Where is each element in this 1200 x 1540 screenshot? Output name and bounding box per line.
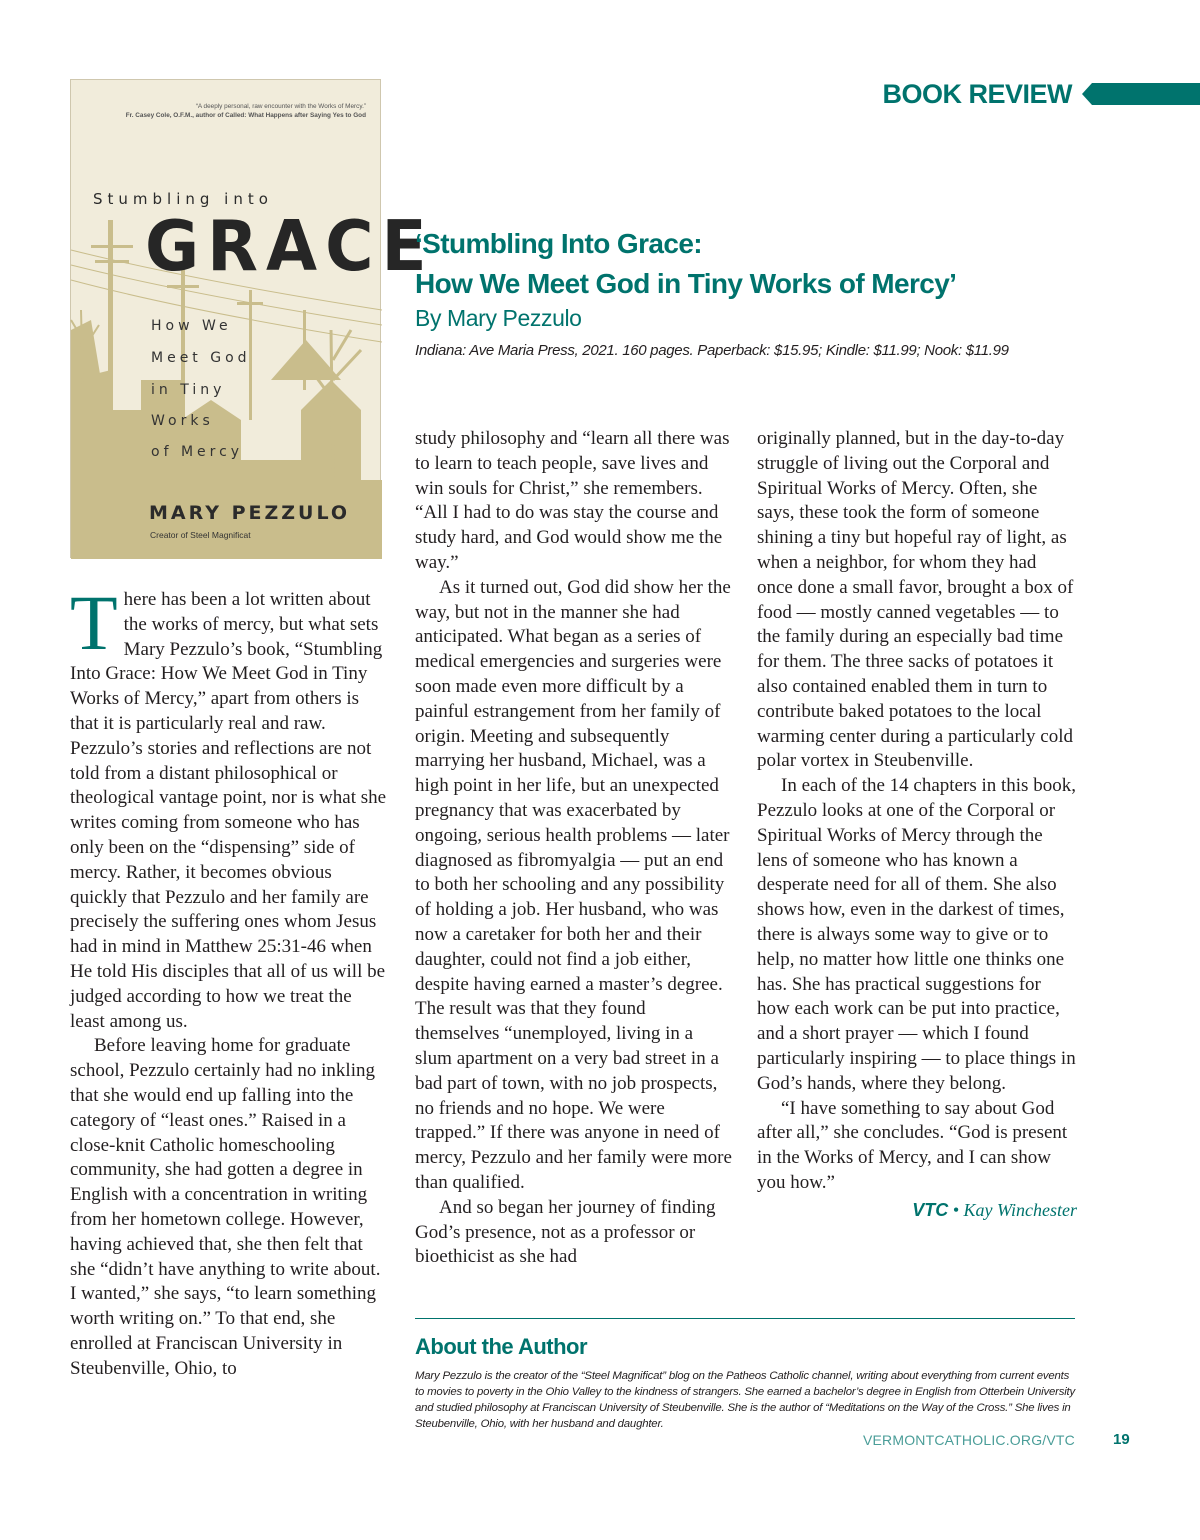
body-paragraph: Before leaving home for graduate school, Pezzulo certainly had no inkling that she would end up falling into the category of “least ones.” Raised in a close-knit Catholic homeschooling community, she had gotten a degree in English with a concentration in writing from her hometown college. However, having achieved that, she then felt that she “didn’t have anything to write about. I wanted,” she says, “to learn something worth writing on.” To that end, she enrolled at Franciscan University in Steubenville, Ohio, to xyxy=(70,1035,381,1379)
body-paragraph: In each of the 14 chapters in this book, Pezzulo looks at one of the Corporal or Spiritual Works of Mercy through the lens of someone who has known a desperate need for all of them. She also shows how, even in the darkest of times, there is always some way to give or to help, no matter how little one thinks one has. She has practical suggestions for how each work can be put into practice, and a short prayer — which I found particularly inspiring — to place things in God’s hands, where they belong. xyxy=(757,775,1076,1094)
paragraph-text: here has been a lot written about the works of mercy, but what sets Mary Pezzulo’s book, “Stumbling Into Grace: How We Meet God in Tiny Works of Mercy,” apart from others is that it is particularly real and raw. Pezzulo’s stories and reflections are not told from a distant philosophical or theological vantage point, nor is what she writes coming from someone who has only been on the “dispensing” side of mercy. Rather, it becomes obvious quickly that Pezzulo and her family are precisely the suffering ones whom Jesus had in mind in Matthew 25:31-46 when He told His disciples that all of us will be judged according to how we treat the least among us. xyxy=(70,589,387,1032)
page-number: 19 xyxy=(1113,1431,1130,1448)
cover-title-main: GRACE xyxy=(145,206,435,287)
body-paragraph: As it turned out, God did show her the way, but not in the manner she had anticipated. What began as a series of medical emergencies and surgeries were soon made even more difficult by a painful estrangement from her family of origin. Meeting and subsequently marrying her husband, Michael, was a high point in her life, but an unexpected pregnancy that was exacerbated by ongoing, serious health problems — later diagnosed as fibromyalgia — put an end to both her schooling and any possibility of holding a job. Her husband, who was now a caretaker for both her and their daughter, could not find a job either, despite having earned a master’s degree. The result was that they found themselves “unemployed, living in a slum apartment on a very bad street in a bad part of town, with no job prospects, no friends and no hope. We were trapped.” If there was anyone in need of mercy, Pezzulo and her family were more than qualified. xyxy=(415,576,732,1193)
cover-title-top: Stumbling into xyxy=(93,190,273,208)
body-paragraph: And so began her journey of finding God’s presence, not as a professor or bioethicist as she had xyxy=(415,1196,716,1268)
body-column-2 xyxy=(415,427,733,1270)
book-cover xyxy=(70,79,435,558)
about-author-title: About the Author xyxy=(415,1334,588,1359)
section-tab-bar xyxy=(1082,83,1200,105)
review-signature xyxy=(757,1198,1077,1223)
article-byline: By Mary Pezzulo xyxy=(415,305,582,331)
cover-author: MARY PEZZULO xyxy=(149,502,351,524)
cover-creator-line: Creator of Steel Magnificat xyxy=(150,530,251,540)
article-title-line2: How We Meet God in Tiny Works of Mercy’ xyxy=(415,268,957,299)
article-title-line1: ‘Stumbling Into Grace: xyxy=(415,228,703,259)
section-divider xyxy=(415,1318,1075,1319)
section-tab xyxy=(882,74,1200,114)
body-paragraph: originally planned, but in the day-to-day struggle of living out the Corporal and Spiritual Works of Mercy. Often, she says, these took the form of someone shining a tiny but hopeful ray of light, as when a neighbor, for whom they had once done a small favor, brought a box of food — mostly canned vegetables — to the family during an especially bad time for them. The three sacks of potatoes it also contained enabled them in turn to contribute baked potatoes to the local warming center during a particularly cold polar vortex in Steubenville. xyxy=(757,428,1074,772)
body-paragraph xyxy=(70,579,388,1034)
section-label: BOOK REVIEW xyxy=(882,78,1072,109)
signature-org: VTC xyxy=(912,1199,949,1220)
cover-subtitle-line: Works xyxy=(151,413,214,429)
body-paragraph: study philosophy and “learn all there was to learn to teach people, save lives and win souls for Christ,” she remembers. “All I had to do was stay the course and study hard, and God would show me the way.” xyxy=(415,428,730,573)
about-author-text: Mary Pezzulo is the creator of the “Steel Magnificat” blog on the Patheos Catholic channel, writing about everything from current events to movies to poverty in the Ohio Valley to the kindness of strangers. She earned a bachelor’s degree in English from Otterbein University and studied philosophy at Franciscan University of Steubenville. She is the author of “Meditations on the Way of the Cross.” She lives in Steubenville, Ohio, with her husband and daughter. xyxy=(415,1370,1075,1430)
body-paragraph: “I have something to say about God after all,” she concludes. “God is present in the Works of Mercy, and I can show you how.” xyxy=(757,1097,1068,1193)
drop-cap: T xyxy=(70,579,118,666)
cover-subtitle-line: Meet God xyxy=(151,350,251,366)
article-title xyxy=(415,224,1115,304)
cover-blurb-quote: “A deeply personal, raw encounter with the Works of Mercy.” xyxy=(195,103,366,110)
cover-blurb xyxy=(81,102,366,120)
signature-name: Kay Winchester xyxy=(963,1199,1077,1220)
publication-info: Indiana: Ave Maria Press, 2021. 160 pages. Paperback: $15.95; Kindle: $11.99; Nook: $11.99 xyxy=(415,342,1009,359)
footer-url: VERMONTCATHOLIC.ORG/VTC xyxy=(862,1432,1075,1448)
cover-subtitle-line: of Mercy xyxy=(151,444,244,460)
signature-separator: • xyxy=(952,1199,960,1220)
body-column-3 xyxy=(757,427,1077,1223)
body-column-1 xyxy=(70,579,388,1382)
cover-subtitle-line: in Tiny xyxy=(151,382,226,398)
cover-blurb-attribution: Fr. Casey Cole, O.F.M., author of Called: What Happens after Saying Yes to God xyxy=(125,112,366,119)
cover-subtitle-line: How We xyxy=(151,318,232,334)
